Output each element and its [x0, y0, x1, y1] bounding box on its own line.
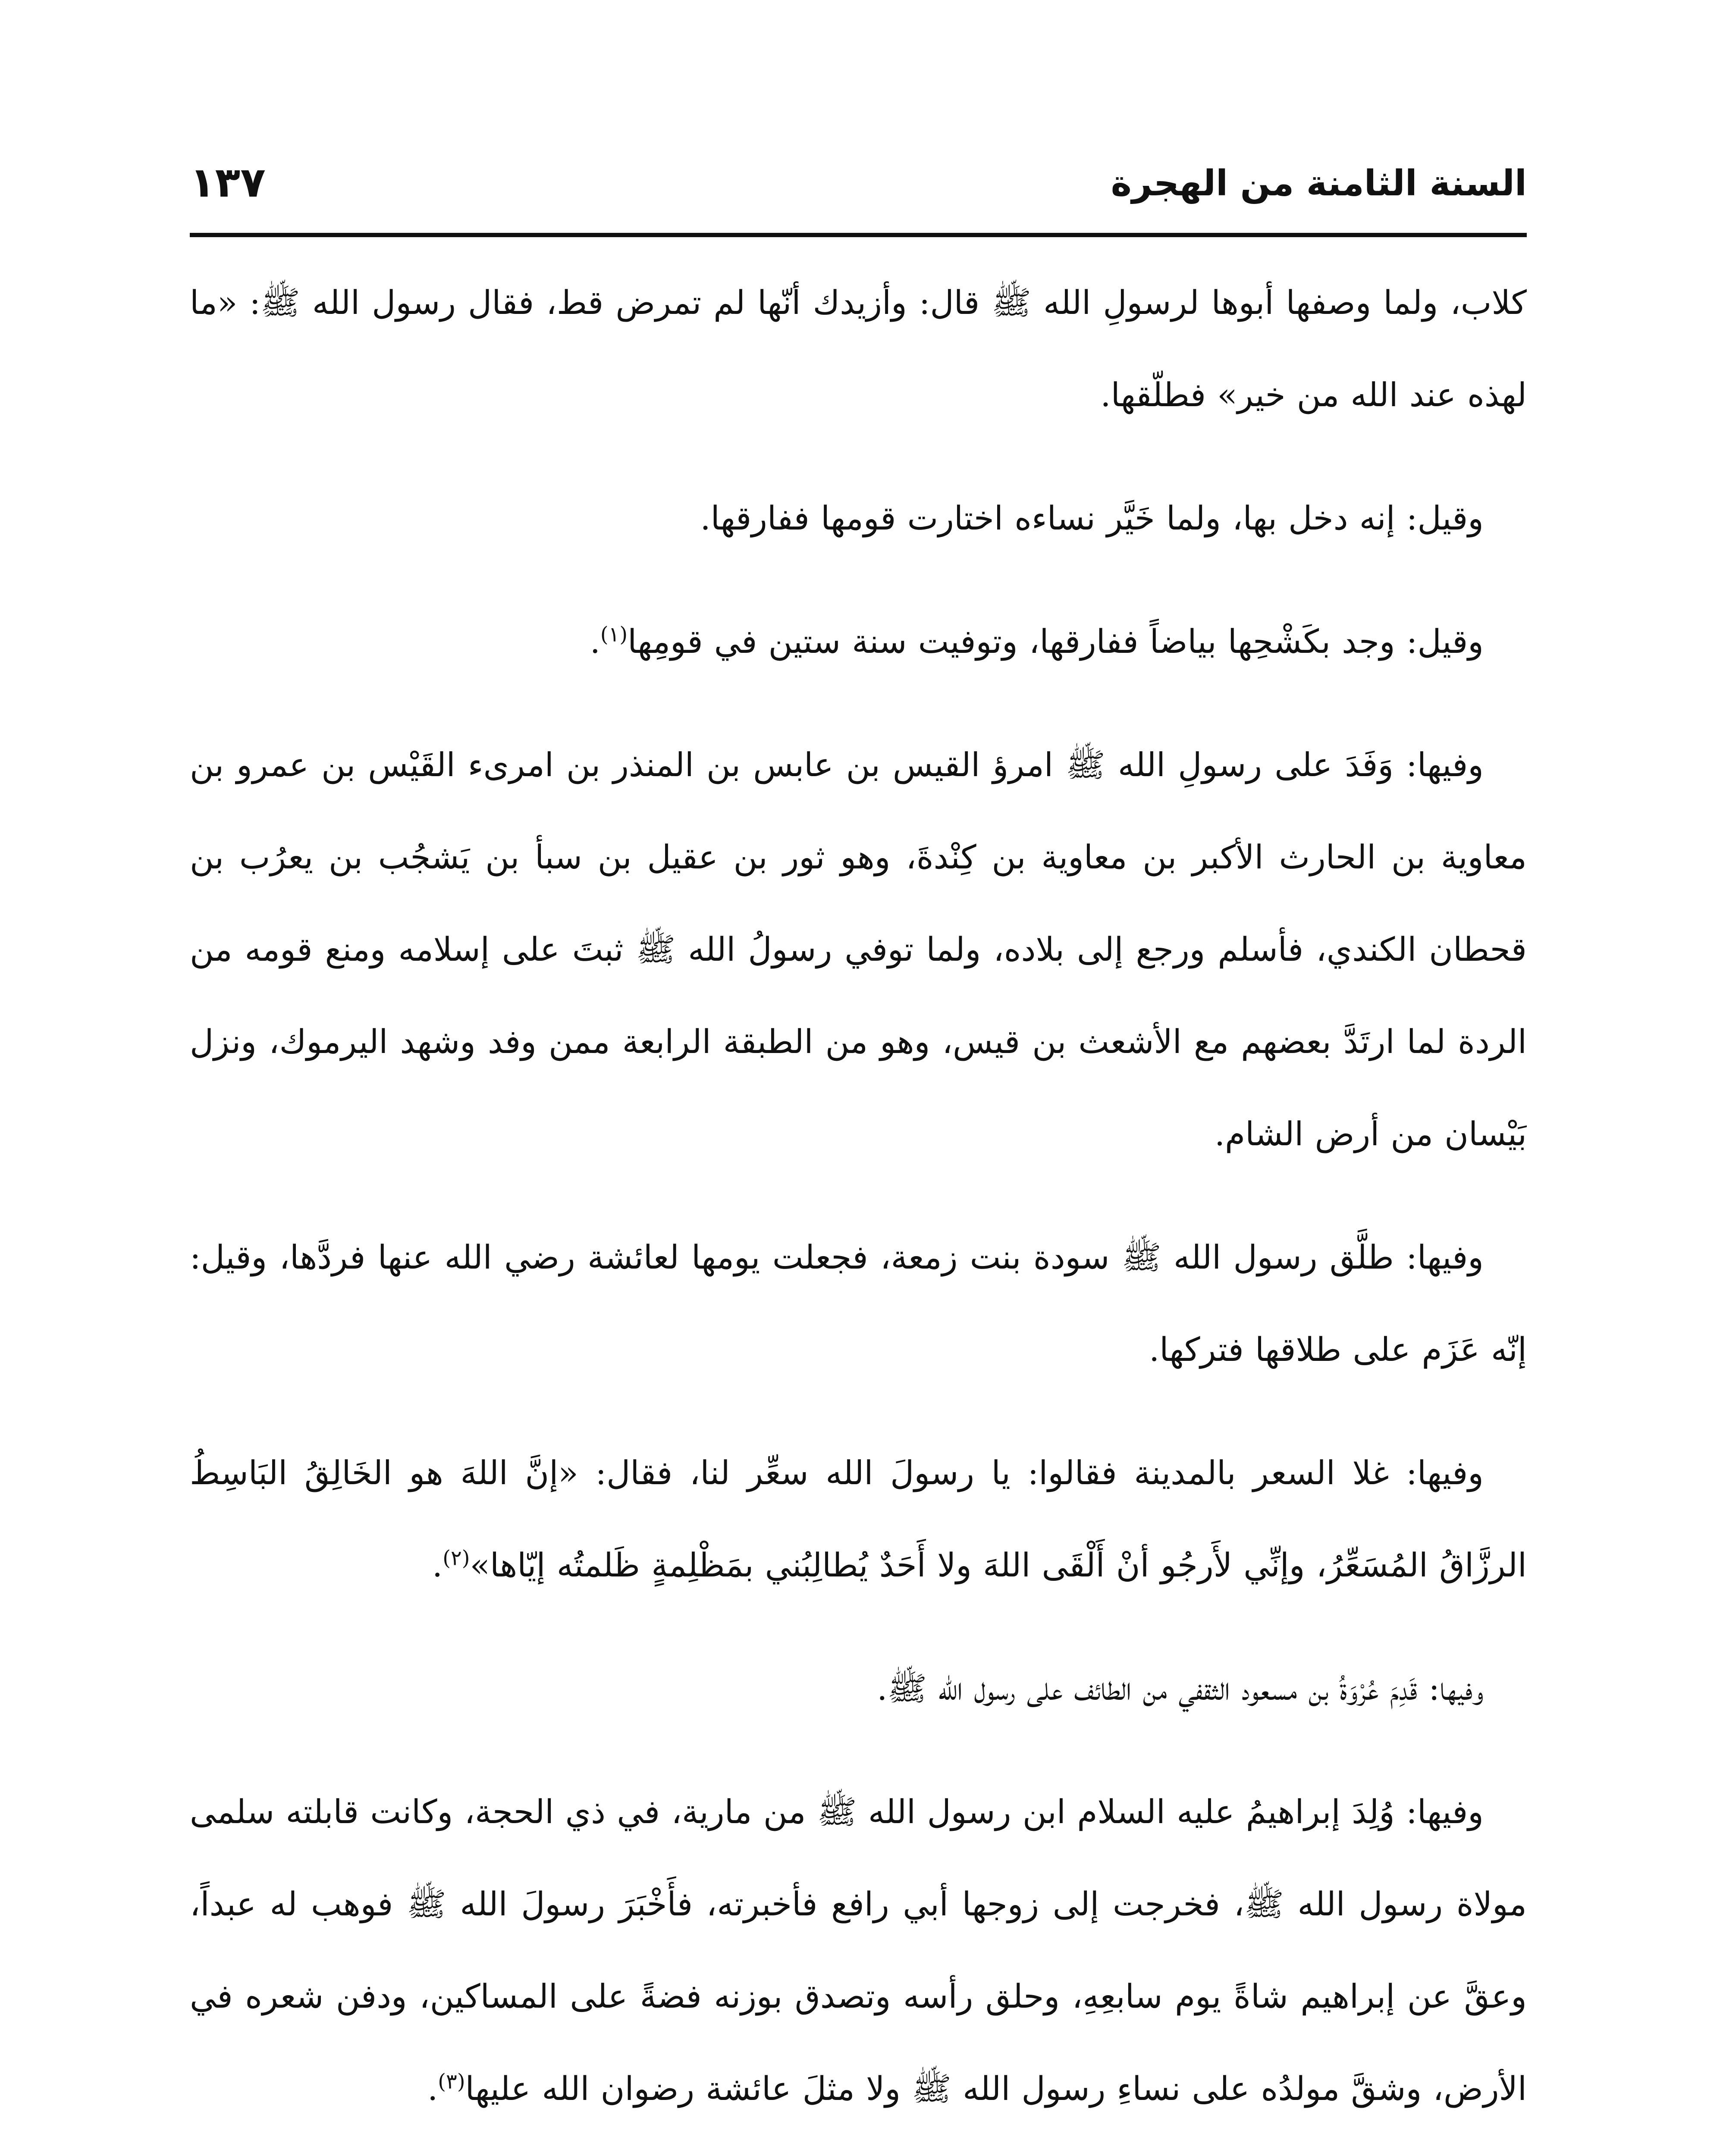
paragraph: [190, 595, 1527, 688]
paragraph: [190, 1766, 1527, 2135]
footnote-reference: (٢): [443, 1546, 470, 1570]
paragraph: [190, 472, 1527, 564]
paragraph: [190, 1642, 1527, 1735]
paragraph-text: وفيها: غلا السعر بالمدينة فقالوا: يا رسولَ الله سعِّر لنا، فقال: «إنَّ اللهَ هو الخَالِقُ البَاسِطُ الرزَّاقُ المُسَعِّرُ، وإنِّي لأَرجُو أنْ أَلْقَى اللهَ ولا أَحَدٌ يُطالِبُني بمَظْلِمةٍ ظَلمتُه إيّاها»: [190, 1454, 1527, 1584]
running-title: السنة الثامنة من الهجرة: [1111, 163, 1527, 204]
paragraph-end-dot: .: [432, 1546, 443, 1584]
paragraph-end-dot: .: [427, 2069, 438, 2108]
paragraph-text: كلاب، ولما وصفها أبوها لرسولِ الله ﷺ قال: وأزيدك أنّها لم تمرض قط، فقال رسول الله ﷺ: «ما لهذه عند الله من خير» فطلّقها.: [190, 283, 1527, 414]
footnote-reference: (١): [600, 622, 628, 647]
paragraph: [190, 719, 1527, 1180]
paragraph: [190, 257, 1527, 441]
footnote-reference: (٣): [438, 2069, 465, 2094]
body-text: [190, 257, 1527, 2156]
paragraph: [190, 1211, 1527, 1396]
paragraph-text: وفيها: طلَّق رسول الله ﷺ سودة بنت زمعة، فجعلت يومها لعائشة رضي الله عنها فردَّها، وقيل: إنّه عَزَم على طلاقها فتركها.: [190, 1238, 1527, 1369]
paragraph: [190, 1427, 1527, 1611]
paragraph-text: وفيها: وَفَدَ على رسولِ الله ﷺ امرؤ القيس بن عابس بن المنذر بن امرىء القَيْس بن عمرو بن معاوية بن الحارث الأكبر بن معاوية بن كِنْدةَ، وهو ثور بن عقيل بن سبأ بن يَشجُب بن يعرُب بن قحطان الكندي، فأسلم ورجع إلى بلاده، ولما توفي رسولُ الله ﷺ ثبتَ على إسلامه ومنع قومه من الردة لما ارتَدَّ بعضهم مع الأشعث بن قيس، وهو من الطبقة الرابعة ممن وفد وشهد اليرموك، ونزل بَيْسان من أرض الشام.: [190, 746, 1527, 1153]
paragraph-text: وفيها: وُلِدَ إبراهيمُ عليه السلام ابن رسول الله ﷺ من مارية، في ذي الحجة، وكانت قابلته سلمى مولاة رسول الله ﷺ، فخرجت إلى زوجها أبي رافع فأخبرته، فأَخْبَرَ رسولَ الله ﷺ فوهب له عبداً، وعقَّ عن إبراهيم شاةً يوم سابعِهِ، وحلق رأسه وتصدق بوزنه فضةً على المساكين، ودفن شعره في الأرض، وشقَّ مولدُه على نساءِ رسول الله ﷺ ولا مثلَ عائشة رضوان الله عليها: [190, 1792, 1527, 2108]
paragraph-end-dot: .: [590, 622, 600, 661]
paragraph-text: وقيل: إنه دخل بها، ولما خَيَّر نساءه اختارت قومها ففارقها.: [700, 499, 1484, 537]
paragraph-text: وقيل: وجد بكَشْحِها بياضاً ففارقها، وتوفيت سنة ستين في قومِها: [628, 622, 1484, 661]
page-number: ١٣٧: [190, 158, 266, 207]
paragraph-text: وفيها: قَدِمَ عُرْوَةُ بن مسعود الثقفي من الطائف على رسول الله ﷺ.: [877, 1669, 1484, 1708]
book-page: [190, 142, 1527, 2156]
page-header: [190, 142, 1527, 237]
